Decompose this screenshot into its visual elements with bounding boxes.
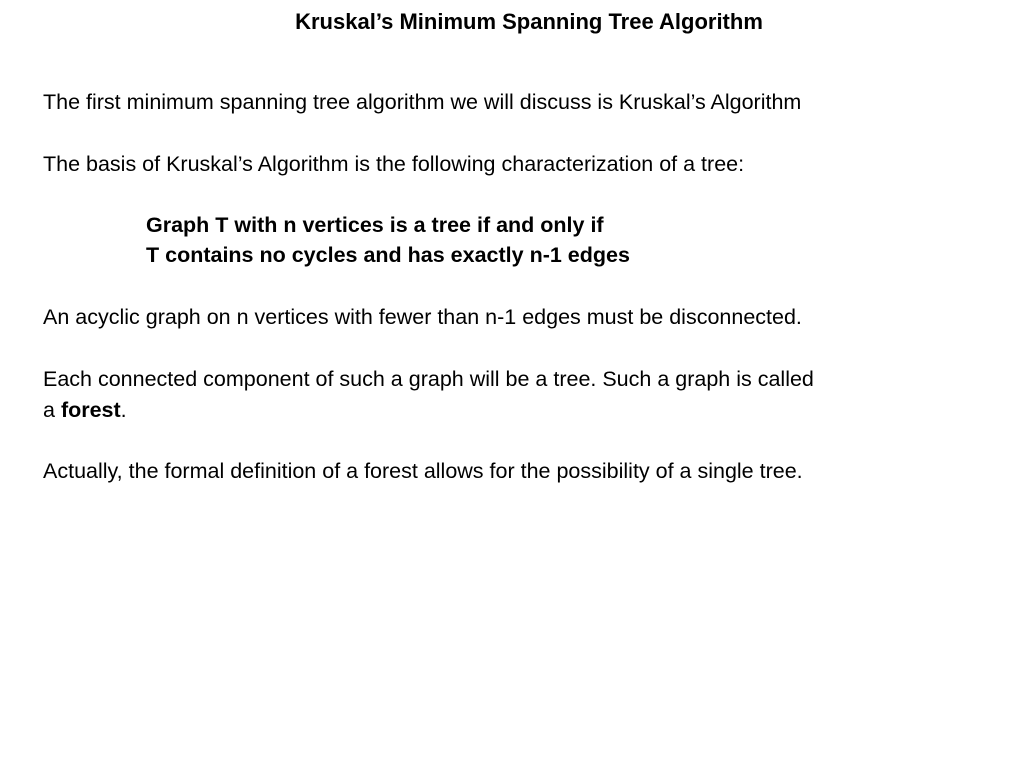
paragraph-basis: The basis of Kruskal’s Algorithm is the following characterization of a tree: bbox=[43, 152, 745, 176]
theorem-line-1: Graph T with n vertices is a tree if and only if bbox=[146, 213, 604, 237]
paragraph-acyclic: An acyclic graph on n vertices with fewer than n-1 edges must be disconnected. bbox=[43, 305, 802, 329]
paragraph-formal-definition: Actually, the formal definition of a forest allows for the possibility of a single tree. bbox=[43, 459, 803, 483]
theorem-line-2: T contains no cycles and has exactly n-1 edges bbox=[146, 243, 630, 267]
forest-suffix: . bbox=[120, 398, 127, 422]
paragraph-component-line-1: Each connected component of such a graph will be a tree. Such a graph is called bbox=[43, 367, 814, 391]
forest-term: forest bbox=[60, 398, 121, 422]
paragraph-intro: The first minimum spanning tree algorithm we will discuss is Kruskal’s Algorithm bbox=[43, 90, 802, 114]
slide-title: Kruskal’s Minimum Spanning Tree Algorithm bbox=[295, 9, 763, 34]
forest-prefix: a bbox=[43, 398, 61, 422]
paragraph-component-line-2 bbox=[43, 395, 127, 426]
